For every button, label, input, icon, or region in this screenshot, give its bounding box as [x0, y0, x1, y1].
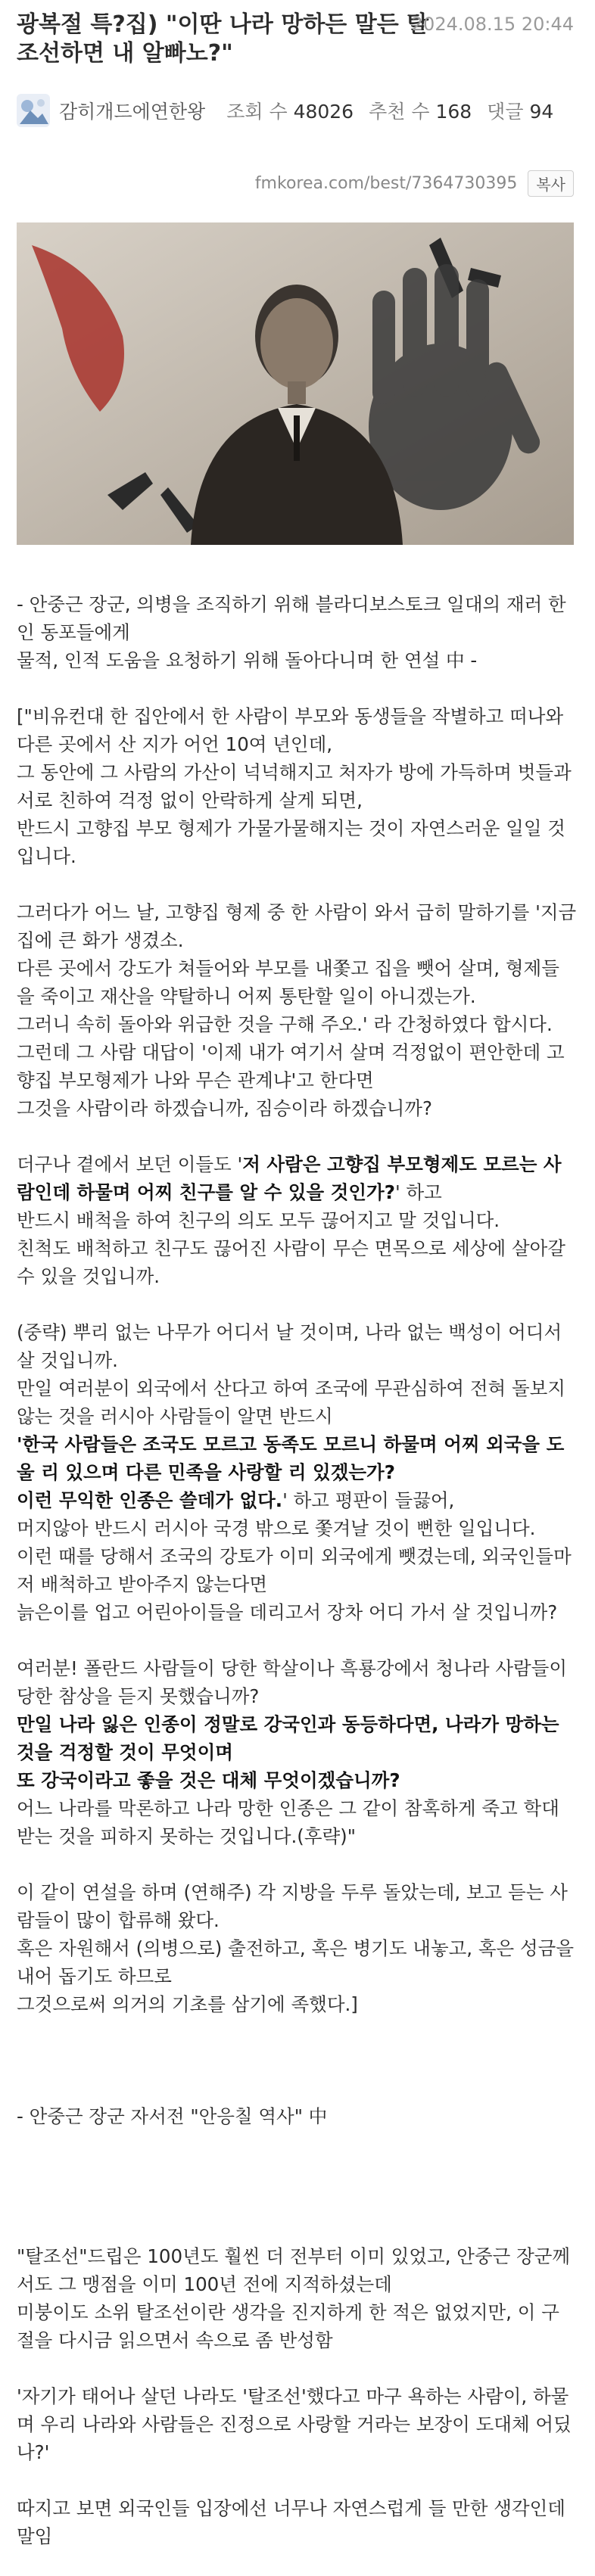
body-line — [17, 1766, 577, 1794]
body-line: 혹은 자원해서 (의병으로) 출전하고, 혹은 병기도 내놓고, 혹은 성금을 내어 돕기도 하므로 — [17, 1937, 575, 1987]
body-line: 그런데 그 사람 대답이 '이제 내가 여기서 살며 걱정없이 편안한데 고향집 부모형제가 나와 무슨 관계냐'고 한다면 — [17, 1041, 565, 1091]
post-photo — [17, 222, 574, 545]
recommend-count — [369, 97, 472, 124]
body-line — [17, 1150, 577, 1206]
body-emphasis: 또 강국이라고 좋을 것은 대체 무엇이겠습니까? — [17, 1769, 400, 1791]
body-emphasis: 이런 무익한 인종은 쓸데가 없다. — [17, 1489, 283, 1511]
comment-count-label: 댓글 — [487, 101, 524, 123]
avatar-icon — [17, 94, 50, 127]
body-line: 여러분! 폴란드 사람들이 당한 학살이나 흑룡강에서 청나라 사람들이 당한 참상을 듣지 못했습니까? — [17, 1657, 568, 1707]
body-emphasis: 만일 나라 잃은 인종이 정말로 강국인과 동등하다면, 나라가 망하는 것을 걱정할 것이 무엇이며 — [17, 1713, 559, 1763]
body-emphasis: '한국 사람들은 조국도 모르고 동족도 모르니 하물며 어찌 외국을 도울 리 있으며 다른 민족을 사랑할 리 있겠는가? — [17, 1433, 565, 1483]
post-url[interactable]: fmkorea.com/best/7364730395 — [254, 173, 518, 193]
body-line: "탈조선"드립은 100년도 훨씬 더 전부터 이미 있었고, 안중근 장군께서도 그 맹점을 이미 100년 전에 지적하셨는데 — [17, 2245, 571, 2295]
body-line: 다른 곳에서 강도가 쳐들어와 부모를 내쫓고 집을 뺏어 살며, 형제들을 죽이고 재산을 약탈하니 어찌 통탄할 일이 아니겠는가. — [17, 957, 559, 1007]
body-text: 더구나 곁에서 보던 이들도 ' — [17, 1153, 243, 1175]
body-line — [17, 1430, 577, 1486]
portrait-photo-icon — [17, 222, 574, 545]
body-line — [17, 1486, 577, 1514]
comment-count-value: 94 — [529, 101, 554, 123]
body-line: 따지고 보면 외국인들 입장에선 너무나 자연스럽게 들 만한 생각인데 말임 — [17, 2497, 565, 2547]
post-url-bar — [0, 170, 574, 197]
body-line: 늙은이를 업고 어린아이들을 데리고서 장차 어디 가서 살 것입니까? — [17, 1601, 558, 1623]
body-line: 그것을 사람이라 하겠습니까, 짐승이라 하겠습니까? — [17, 1097, 432, 1119]
body-line: - 안중근 장군 자서전 "안응칠 역사" 中 — [17, 2105, 328, 2127]
body-line: 이 같이 연설을 하며 (연해주) 각 지방을 두루 돌았는데, 보고 듣는 사람들이 많이 합류해 왔다. — [17, 1881, 568, 1931]
body-line: '자기가 태어나 살던 나라도 '탈조선'했다고 마구 욕하는 사람이, 하물며 우리 나라와 사람들은 진정으로 사랑할 거라는 보장이 도대체 어딨나?' — [17, 2385, 572, 2463]
body-line: - 안중근 장군, 의병을 조직하기 위해 블라디보스토크 일대의 재러 한인 동포들에게 — [17, 593, 566, 643]
body-line: 그것으로써 의거의 기초를 삼기에 족했다.] — [17, 1993, 358, 2015]
body-text: ' 하고 — [394, 1181, 442, 1203]
view-count-value: 48026 — [293, 101, 354, 123]
body-line: (중략) 뿌리 없는 나무가 어디서 날 것이며, 나라 없는 백성이 어디서 살 것입니까. — [17, 1321, 562, 1371]
body-line: 그 동안에 그 사람의 가산이 넉넉해지고 처자가 방에 가득하며 벗들과 서로 친하여 걱정 없이 안락하게 살게 되면, — [17, 761, 572, 811]
body-line: 만일 여러분이 외국에서 산다고 하여 조국에 무관심하여 전혀 돌보지 않는 것을 러시아 사람들이 알면 반드시 — [17, 1377, 565, 1427]
body-line: 그러다가 어느 날, 고향집 형제 중 한 사람이 와서 급히 말하기를 '지금 집에 큰 화가 생겼소. — [17, 901, 577, 951]
body-line: 반드시 고향집 부모 형제가 가물가물해지는 것이 자연스러운 일일 것입니다. — [17, 817, 565, 867]
post-body — [17, 590, 577, 2550]
view-count — [226, 97, 354, 124]
body-line: 친척도 배척하고 친구도 끊어진 사람이 무슨 면목으로 세상에 살아갈 수 있을 것입니까. — [17, 1237, 565, 1287]
body-line: 반드시 배척을 하여 친구의 의도 모두 끊어지고 말 것입니다. — [17, 1209, 500, 1231]
post-meta-bar — [17, 94, 574, 127]
body-line: 미붕이도 소위 탈조선이란 생각을 진지하게 한 적은 없었지만, 이 구절을 다시금 읽으면서 속으로 좀 반성함 — [17, 2301, 559, 2351]
body-line: 이런 때를 당해서 조국의 강토가 이미 외국에게 뺏겼는데, 외국인들마저 배척하고 받아주지 않는다면 — [17, 1545, 572, 1595]
body-line: 물적, 인적 도움을 요청하기 위해 돌아다니며 한 연설 中 - — [17, 649, 478, 671]
body-line: 그러니 속히 돌아와 위급한 것을 구해 주오.' 라 간청하였다 합시다. — [17, 1013, 553, 1035]
body-emphasis: 저 사람은 고향집 부모형제도 모르는 사람인데 하물며 어찌 친구를 알 수 있을 것인가? — [17, 1153, 562, 1203]
body-line — [17, 1710, 577, 1766]
comment-count[interactable] — [487, 97, 553, 124]
body-line: 머지않아 반드시 러시아 국경 밖으로 쫓겨날 것이 뻔한 일입니다. — [17, 1517, 536, 1539]
recommend-count-label: 추천 수 — [369, 101, 430, 123]
author-name[interactable]: 감히개드에연한왕 — [59, 101, 206, 123]
body-text: ' 하고 평판이 들끓어, — [282, 1489, 455, 1511]
view-count-label: 조회 수 — [226, 101, 288, 123]
body-line: 어느 나라를 막론하고 나라 망한 인종은 그 같이 참혹하게 죽고 학대 받는 것을 피하지 못하는 것입니다.(후략)" — [17, 1797, 559, 1847]
avatar[interactable] — [17, 94, 50, 127]
post-date: 2024.08.15 20:44 — [411, 14, 574, 35]
body-line: ["비유컨대 한 집안에서 한 사람이 부모와 동생들을 작별하고 떠나와 다른 곳에서 산 지가 어언 10여 년인데, — [17, 705, 564, 755]
copy-url-button[interactable]: 복사 — [528, 170, 574, 197]
recommend-count-value: 168 — [435, 101, 472, 123]
post-title: 광복절 특?집) "이딴 나라 망하든 말든 탈조선하면 내 알빠노?" — [17, 11, 429, 67]
